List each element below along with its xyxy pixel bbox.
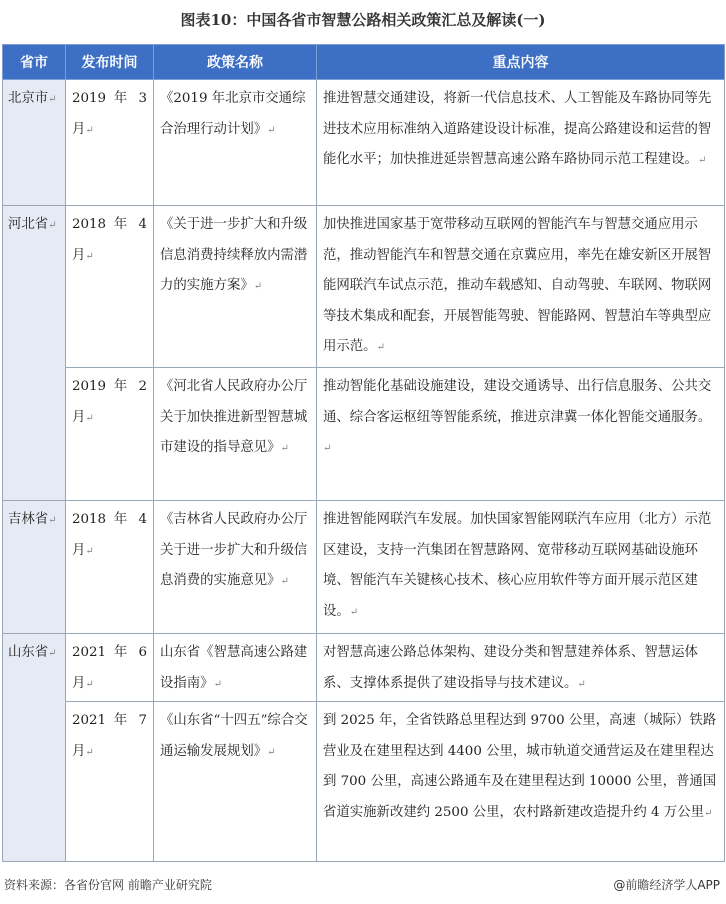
content-cell: 推进智能网联汽车发展。加快国家智能网联汽车应用（北方）示范区建设，支持一汽集团在智慧路网、宽带移动互联网基础设施环境、智能汽车关键核心技术、核心应用软件等方面开展示范区建设。↵ xyxy=(317,501,725,634)
content-cell: 到 2025 年，全省铁路总里程达到 9700 公里，高速（城际）铁路营业及在建里程达到 4400 公里，城市轨道交通营运及在建里程达到 700 公里，高速公路通车及在建里程达到 10000 公里，普通国省道实施新改建约 2500 公里，农村路新建改造提升约 4 万公里↵ xyxy=(317,702,725,862)
province-cell: 河北省↵ xyxy=(3,206,66,501)
header-content: 重点内容 xyxy=(317,45,725,80)
table-row xyxy=(3,702,725,862)
date-cell: 2019 年 2 月↵ xyxy=(66,368,154,501)
policy-name-cell: 《关于进一步扩大和升级信息消费持续释放内需潜力的实施方案》↵ xyxy=(154,206,317,368)
table-row xyxy=(3,501,725,634)
footer xyxy=(0,872,726,896)
header-policy-name: 政策名称 xyxy=(154,45,317,80)
table-row xyxy=(3,206,725,368)
content-cell: 推动智能化基础设施建设，建设交通诱导、出行信息服务、公共交通、综合客运枢纽等智能系统，推进京津冀一体化智能交通服务。↵ xyxy=(317,368,725,501)
content-cell: 推进智慧交通建设，将新一代信息技术、人工智能及车路协同等先进技术应用标准纳入道路建设设计标准，提高公路建设和运营的智能化水平；加快推进延崇智慧高速公路车路协同示范工程建设。↵ xyxy=(317,80,725,206)
policy-name-cell: 《山东省“十四五”综合交通运输发展规划》↵ xyxy=(154,702,317,862)
brand-credit: @前瞻经济学人APP xyxy=(613,878,720,892)
date-cell: 2018 年 4 月↵ xyxy=(66,206,154,368)
policy-table xyxy=(2,44,725,862)
date-cell: 2021 年 6 月↵ xyxy=(66,634,154,702)
header-date: 发布时间 xyxy=(66,45,154,80)
table-row xyxy=(3,368,725,501)
content-cell: 对智慧高速公路总体架构、建设分类和智慧建养体系、智慧运体系、支撑体系提供了建设指导与技术建议。↵ xyxy=(317,634,725,702)
date-cell: 2021 年 7 月↵ xyxy=(66,702,154,862)
header-province: 省市 xyxy=(3,45,66,80)
province-cell: 北京市↵ xyxy=(3,80,66,206)
table-row xyxy=(3,634,725,702)
province-cell: 吉林省↵ xyxy=(3,501,66,634)
policy-name-cell: 山东省《智慧高速公路建设指南》↵ xyxy=(154,634,317,702)
table-header-row xyxy=(3,45,725,80)
table-row xyxy=(3,80,725,206)
policy-name-cell: 《河北省人民政府办公厅关于加快推进新型智慧城市建设的指导意见》↵ xyxy=(154,368,317,501)
date-cell: 2018 年 4 月↵ xyxy=(66,501,154,634)
content-cell: 加快推进国家基于宽带移动互联网的智能汽车与智慧交通应用示范，推动智能汽车和智慧交通在京冀应用，率先在雄安新区开展智能网联汽车试点示范，推动车载感知、自动驾驶、车联网、物联网等技术集成和配套，开展智能驾驶、智能路网、智慧泊车等典型应用示范。↵ xyxy=(317,206,725,368)
source-note: 资料来源：各省份官网 前瞻产业研究院 xyxy=(4,878,212,892)
policy-name-cell: 《吉林省人民政府办公厅关于进一步扩大和升级信息消费的实施意见》↵ xyxy=(154,501,317,634)
province-cell: 山东省↵ xyxy=(3,634,66,862)
policy-name-cell: 《2019 年北京市交通综合治理行动计划》↵ xyxy=(154,80,317,206)
page-title: 图表10：中国各省市智慧公路相关政策汇总及解读(一) xyxy=(180,11,546,29)
date-cell: 2019 年 3 月↵ xyxy=(66,80,154,206)
